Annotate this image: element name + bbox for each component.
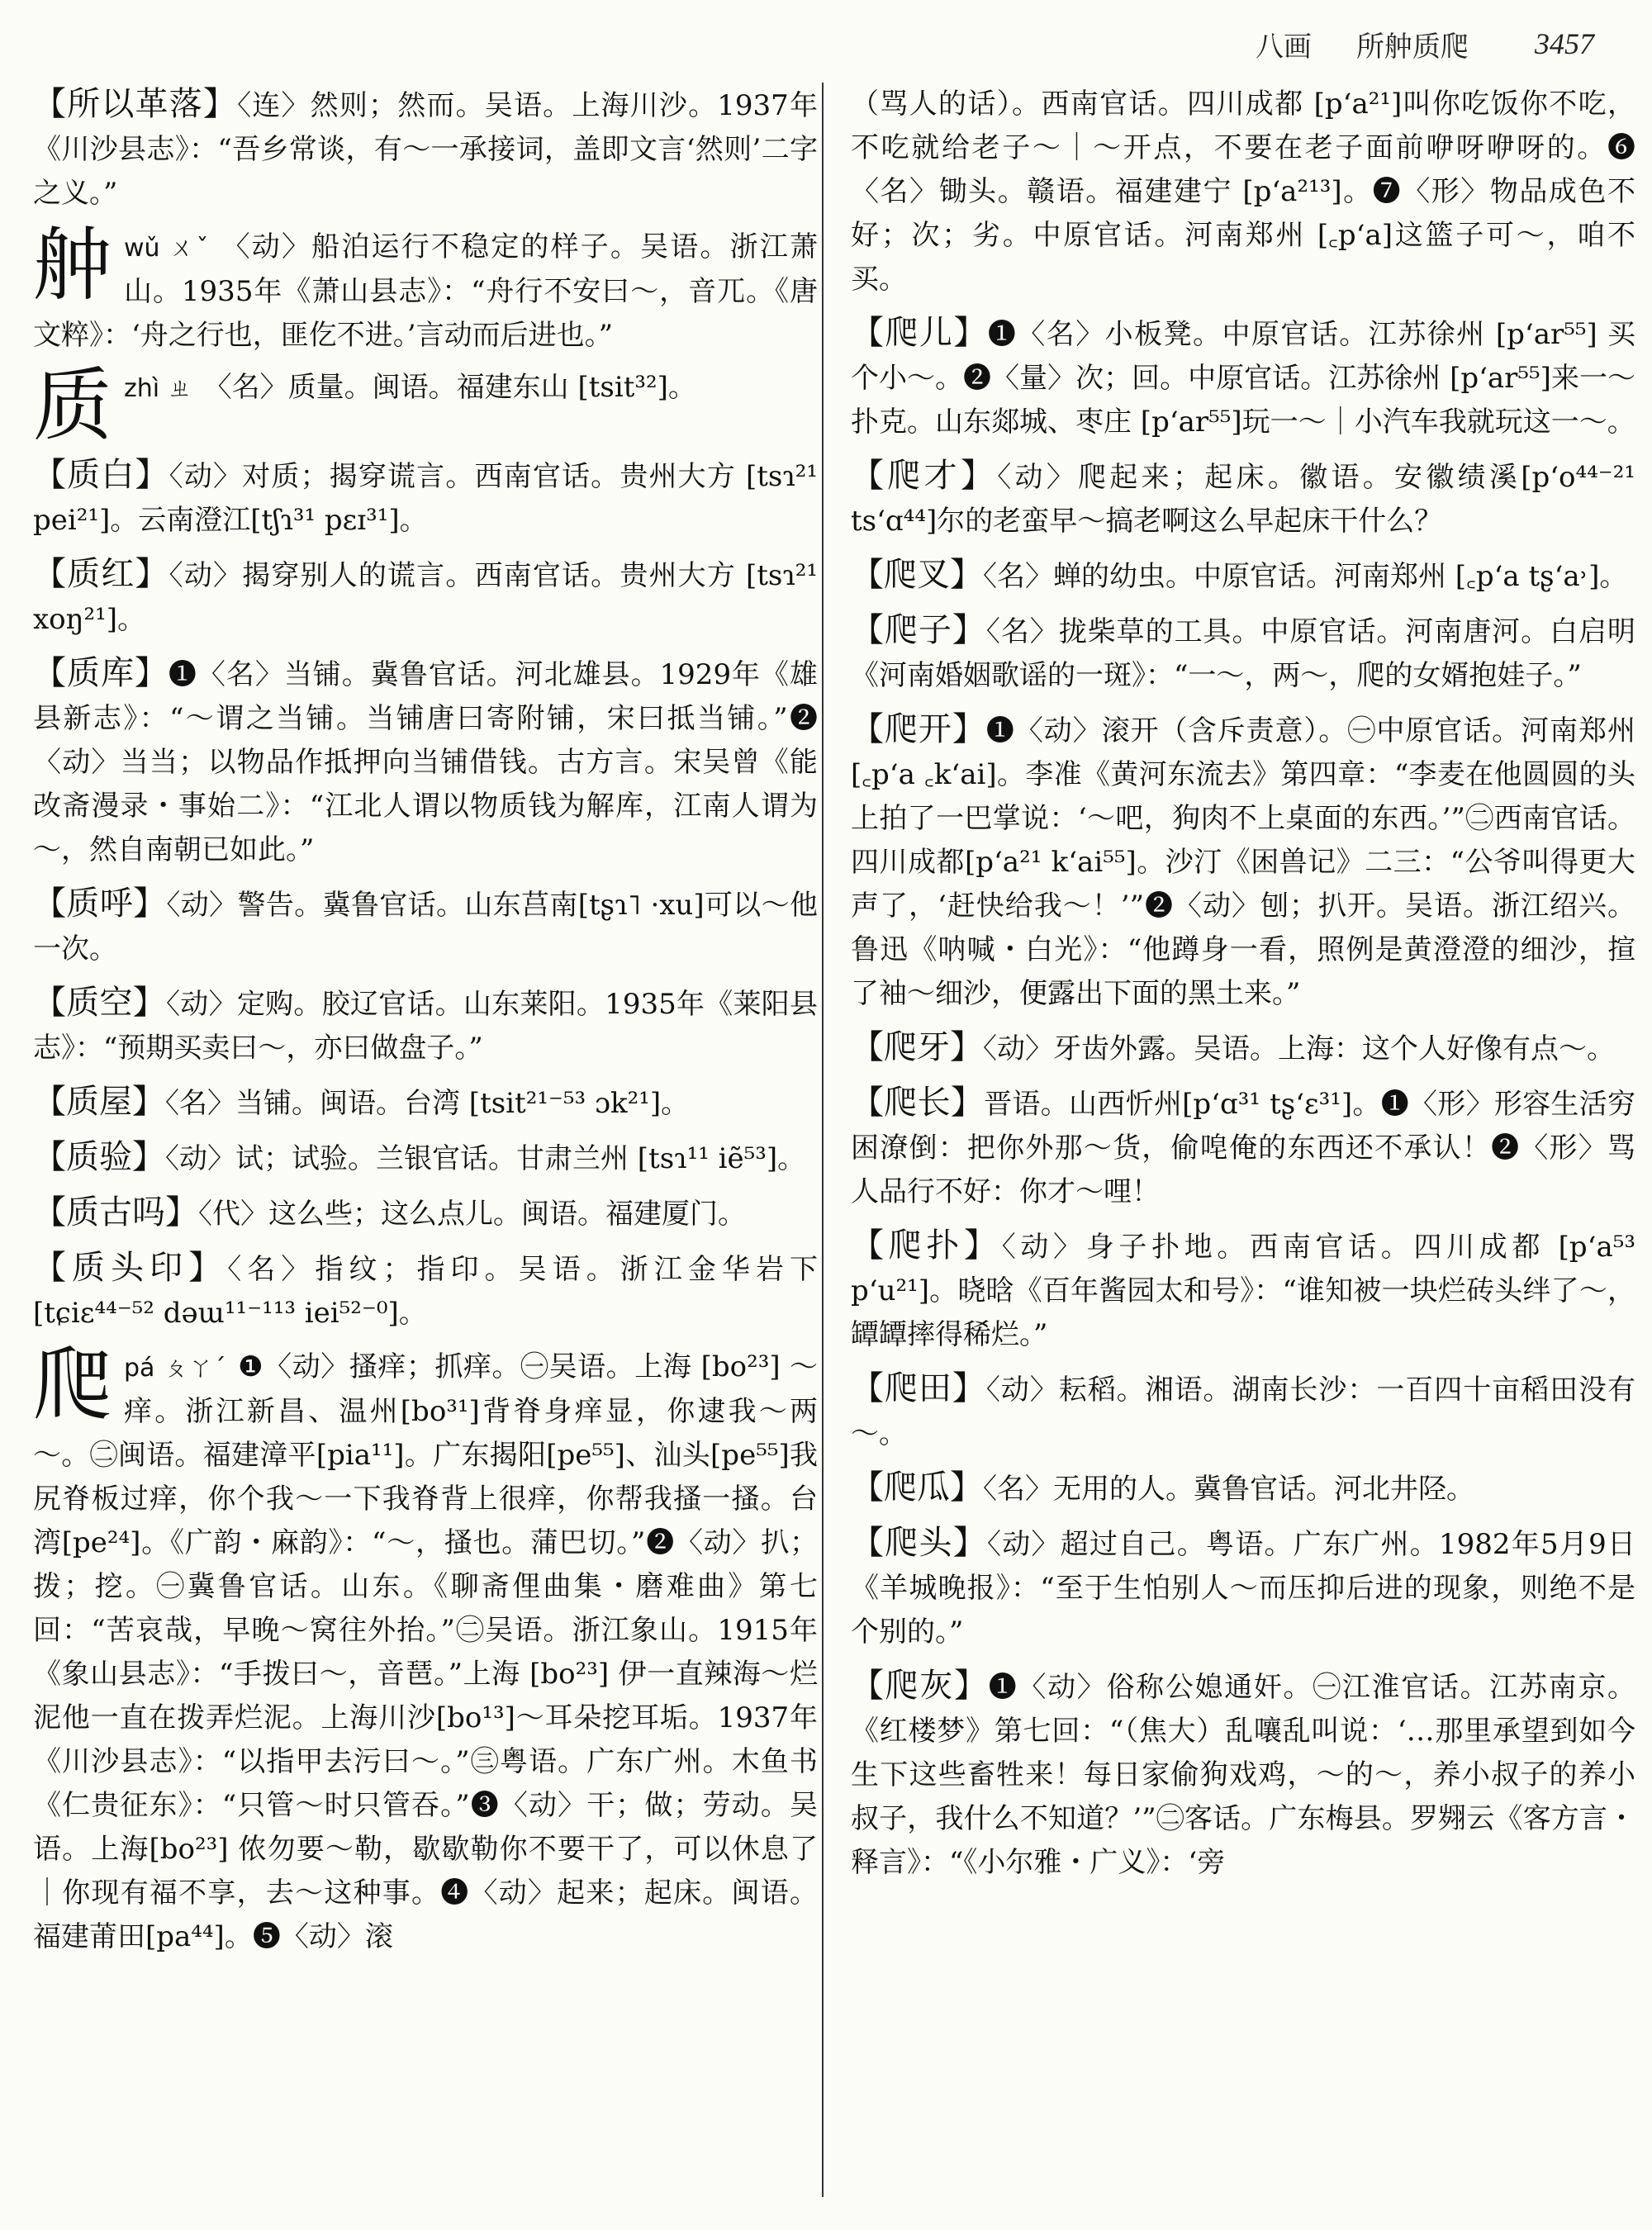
section-label: 八画 [1255,30,1312,64]
definition-text: 〈名〉拢柴草的工具。中原官话。河南唐河。白启明《河南婚姻歌谣的一斑》：“一～，两～，爬的女婿抱娃子。” [851,615,1635,692]
definition-text: 〈连〉然则；然而。吴语。上海川沙。1937年《川沙县志》：“吾乡常谈，有～一承接词，盖即文言‘然则’二字之义。” [33,89,818,210]
headword: 【所以革落】 [33,85,238,123]
word-entry [33,981,818,1070]
word-entry [851,1466,1635,1511]
word-entry [33,1246,818,1336]
word-entry [851,1026,1635,1071]
definition-text: 〈名〉无用的人。冀鲁官话。河北井陉。 [983,1473,1474,1506]
pinyin-zhuyin: zhì ㄓ [124,374,192,403]
definition-text: 晋语。山西忻州[pʻɑ³¹ tʂʻɛ³¹]。❶〈形〉形容生活穷困潦倒：把你外那～货，偷唣俺的东西还不承认！❷〈形〉骂人品行不好：你才～哩！ [851,1088,1635,1208]
headword: 【爬才】 [851,457,998,495]
word-entry [851,454,1635,543]
word-entry [851,311,1635,444]
character-entry [33,1339,818,1959]
definition-text: 〈代〉这么些；这么点儿。闽语。福建厦门。 [198,1198,746,1231]
word-entry [851,1521,1635,1654]
headword: 【爬灰】 [851,1667,989,1705]
headword: 【爬儿】 [851,314,988,352]
page-header [859,23,1594,64]
headword: 【爬开】 [851,710,986,748]
headword: 【质白】 [33,456,169,494]
headword: 【爬子】 [851,611,986,649]
headword: 【质库】 [33,654,169,692]
head-character: 爬 [33,1339,112,1431]
page-number: 3457 [1535,27,1594,60]
word-entry [851,1081,1635,1214]
definition-text: 〈名〉指纹；指印。吴语。浙江金华岩下 [tɕiɛ⁴⁴⁻⁵² dəɯ¹¹⁻¹¹³ iei⁵²⁻⁰]。 [33,1253,818,1330]
definition-text: 〈名〉当铺。闽语。台湾 [tsit²¹⁻⁵³ ɔk²¹]。 [165,1087,690,1120]
definition-text: ❶〈动〉俗称公媳通奸。㊀江淮官话。江苏南京。《红楼梦》第七回：“（焦大）乱嚷乱叫说：‘…那里承望到如今生下这些畜牲来！每日家偷狗戏鸡，～的～，养小叔子的养小叔子，我什么不知道？’”㊁客话。广东梅县。罗翙云《客方言・释言》：“《小尔雅・广义》：‘旁 [851,1671,1635,1879]
definition-text: 〈动〉身子扑地。西南官话。四川成都 [pʻa⁵³ pʻu²¹]。晓晗《百年酱园太和号》：“谁知被一块烂砖头绊了～，罈罈摔得稀烂。” [851,1231,1635,1351]
headword: 【爬长】 [851,1084,985,1122]
pinyin-zhuyin: wǔ ㄨˇ [124,234,211,263]
head-character: 质 [33,359,112,452]
definition-text: 〈动〉揭穿别人的谎言。西南官话。贵州大方 [tsɿ²¹ xoŋ²¹]。 [33,559,818,636]
word-entry [851,553,1635,599]
definition-text: 〈动〉耘稻。湘语。湖南长沙：一百四十亩稻田没有～。 [851,1374,1635,1450]
word-entry [851,1367,1635,1456]
definition-text: ❶〈名〉小板凳。中原官话。江苏徐州 [pʻar⁵⁵] 买个小～。❷〈量〉次；回。中原官话。江苏徐州 [pʻar⁵⁵]来一～扑克。山东郯城、枣庄 [pʻar⁵⁵]玩一～｜小汽车我就玩这一～。 [851,318,1635,439]
headword: 【质屋】 [33,1083,165,1121]
headword: 【质头印】 [33,1249,228,1287]
definition-text: 〈动〉爬起来；起床。徽语。安徽绩溪[pʻo⁴⁴⁻²¹ tsʻɑ⁴⁴]尔的老蛮早～搞老啊这么早起床干什么？ [851,461,1635,538]
word-entry [851,708,1635,1016]
headword: 【质呼】 [33,885,167,923]
definition-text: 〈动〉对质；揭穿谎言。西南官话。贵州大方 [tsɿ²¹ pei²¹]。云南澄江[tʃɿ³¹ pɛɪ³¹]。 [33,460,818,537]
definition-text: 〈动〉警告。冀鲁官话。山东莒南[tʂɿ˥ ·xu]可以～他一次。 [33,889,818,966]
definition-text: 〈动〉牙齿外露。吴语。上海：这个人好像有点～。 [983,1032,1615,1065]
headword: 【爬扑】 [851,1226,1002,1264]
word-entry [851,1664,1635,1885]
word-entry [33,1136,818,1181]
right-column [851,83,1635,2213]
word-entry [33,1191,818,1236]
continued-entry [851,83,1635,301]
word-entry [33,553,818,642]
word-entry [33,83,818,216]
head-character: 舯 [33,219,112,311]
headword: 【爬叉】 [851,556,983,594]
headword: 【爬田】 [851,1369,986,1407]
column-divider [822,83,824,2197]
definition-text: 〈动〉定购。胶辽官话。山东莱阳。1935年《莱阳县志》：“预期买卖曰～，亦曰做盘子。” [33,988,818,1065]
headword: 【质红】 [33,555,169,593]
word-entry [33,453,818,543]
character-entry [33,219,818,358]
headword: 【爬瓜】 [851,1468,983,1506]
definition-text: ❶〈动〉搔痒；抓痒。㊀吴语。上海 [bo²³] ～痒。浙江新昌、温州[bo³¹]背脊身痒显，你逮我～两～。㊁闽语。福建漳平[pia¹¹]。广东揭阳[pe⁵⁵]、汕头[pe⁵⁵]我尻脊板过痒，你个我～一下我脊背上很痒，你帮我搔一搔。台湾[pe²⁴]。《广韵・麻韵》：“～，搔也。蒲巴切。”❷〈动〉扒；拨；挖。㊀冀鲁官话。山东。《聊斋俚曲集・磨难曲》第七回：“苦哀哉，早晚～窝往外抬。”㊁吴语。浙江象山。1915年《象山县志》：“手拨曰～，音琶。”上海 [bo²³] 伊一直辣海～烂泥他一直在拨弄烂泥。上海川沙[bo¹³]～耳朵挖耳垢。1937年《川沙县志》：“以指甲去污曰～。”㊂粤语。广东广州。木鱼书《仁贵征东》：“只管～时只管吞。”❸〈动〉干；做；劳动。吴语。上海[bo²³] 侬勿要～勒，歇歇勒你不要干了，可以休息了｜你现有福不享，去～这种事。❹〈动〉起来；起床。闽语。福建莆田[pa⁴⁴]。❺〈动〉滚 [33,1350,818,1953]
header-characters: 所舯质爬 [1356,30,1469,64]
word-entry [33,882,818,971]
pinyin-zhuyin: pá ㄆㄚˊ [124,1354,227,1383]
headword: 【质验】 [33,1138,165,1176]
definition-text: 〈动〉超过自己。粤语。广东广州。1982年5月9日《羊城晚报》：“至于生怕别人～而压抑后进的现象，则绝不是个别的。” [851,1528,1635,1649]
definition-text: 〈名〉质量。闽语。福建东山 [tsit³²]。 [203,371,696,404]
headword: 【爬头】 [851,1524,987,1562]
character-entry [33,359,818,452]
definition-text: 〈名〉蝉的幼虫。中原官话。河南郑州 [꜀pʻa tʂʻa˒]。 [983,560,1628,593]
definition-text: 〈动〉船泊运行不稳定的样子。吴语。浙江萧山。1935年《萧山县志》：“舟行不安曰～，音兀。《唐文粹》：‘舟之行也，匪仡不进。’言动而后进也。” [33,230,818,352]
headword: 【质空】 [33,984,167,1022]
headword: 【质古吗】 [33,1193,198,1231]
left-column [33,83,818,2213]
definition-text: ❶〈动〉滚开（含斥责意）。㊀中原官话。河南郑州[꜀pʻa ꜀kʻai]。李准《黄河东流去》第四章：“李麦在他圆圆的头上拍了一巴掌说：‘～吧，狗肉不上桌面的东西。’”㊁西南官话。四川成都[pʻa²¹ kʻai⁵⁵]。沙汀《困兽记》二三：“公爷叫得更大声了，‘赶快给我～！’”❷〈动〉刨；扒开。吴语。浙江绍兴。鲁迅《呐喊・白光》：“他蹲身一看，照例是黄澄澄的细沙，揎了袖～细沙，便露出下面的黑土来。” [851,714,1635,1010]
word-entry [851,609,1635,698]
word-entry [33,652,818,872]
definition-text: （骂人的话）。西南官话。四川成都 [pʻa²¹]叫你吃饭你不吃，不吃就给老子～｜～开点，不要在老子面前咿呀咿呀的。❻〈名〉锄头。赣语。福建建宁 [pʻa²¹³]。❼〈形〉物品成色不好；次；劣。中原官话。河南郑州 [꜀pʻa]这篮子可～，咱不买。 [851,88,1635,296]
running-head [1256,24,1469,64]
headword: 【爬牙】 [851,1028,983,1066]
definition-text: 〈动〉试；试验。兰银官话。甘肃兰州 [tsɿ¹¹ iẽ⁵³]。 [165,1142,806,1175]
definition-text: ❶〈名〉当铺。冀鲁官话。河北雄县。1929年《雄县新志》：“～谓之当铺。当铺唐曰寄附铺，宋曰抵当铺。”❷〈动〉当当；以物品作抵押向当铺借钱。古方言。宋吴曾《能改斋漫录・事始二》：“江北人谓以物质钱为解库，江南人谓为～，然自南朝已如此。” [33,658,818,866]
word-entry [33,1080,818,1126]
word-entry [851,1224,1635,1357]
